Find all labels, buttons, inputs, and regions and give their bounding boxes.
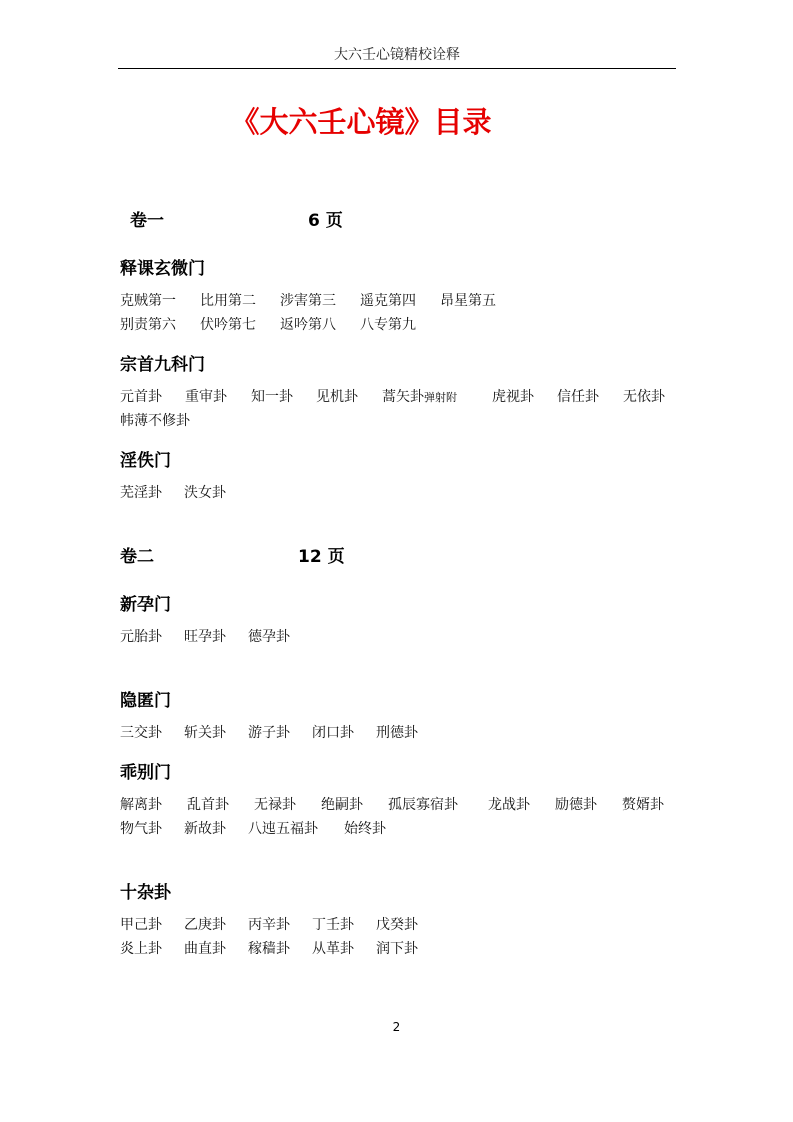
entry-item: 乱首卦 [187,797,229,813]
entry-item: 励德卦 [555,797,597,813]
entry-item: 元胎卦 [120,629,162,645]
entry-item: 曲直卦 [184,941,226,957]
entry-item-main: 蒿矢卦 [382,389,424,405]
entry-item: 三交卦 [120,725,162,741]
entry-item: 刑德卦 [376,725,418,741]
entry-line-yinni-1 [120,722,680,742]
entry-line-zongshou-2 [120,410,680,430]
section-title-guaibie: 乖别门 [120,763,171,783]
entry-item: 比用第二 [200,293,256,309]
entry-line-shiza-2 [120,938,680,958]
entry-item: 物气卦 [120,821,162,837]
entry-item: 重审卦 [185,389,227,405]
page-number: 2 [392,1020,401,1034]
entry-item: 稼穑卦 [248,941,290,957]
entry-item: 绝嗣卦 [321,797,363,813]
volume-2-name: 卷二 [120,547,154,567]
entry-item: 龙战卦 [488,797,530,813]
entry-item: 无依卦 [623,389,665,405]
entry-item: 闭口卦 [312,725,354,741]
entry-item: 甲己卦 [120,917,162,933]
entry-line-guaibie-2 [120,818,680,838]
section-title-yinyi: 淫佚门 [120,451,171,471]
entry-item: 润下卦 [376,941,418,957]
entry-item: 信任卦 [557,389,599,405]
entry-item: 知一卦 [251,389,293,405]
section-title-yinni: 隐匿门 [120,691,171,711]
entry-item: 芜淫卦 [120,485,162,501]
entry-line-shiza-1 [120,914,680,934]
entry-item: 昂星第五 [440,293,496,309]
entry-item: 戊癸卦 [376,917,418,933]
entry-item: 八专第九 [360,317,416,333]
entry-item: 克贼第一 [120,293,176,309]
entry-line-shike-1 [120,290,680,310]
entry-item: 乙庚卦 [184,917,226,933]
entry-item: 涉害第三 [280,293,336,309]
entry-item: 返吟第八 [280,317,336,333]
entry-item: 丙辛卦 [248,917,290,933]
entry-item-note: 弹射附 [424,391,457,404]
entry-item: 从革卦 [312,941,354,957]
running-header: 大六壬心镜精校诠释 [334,47,460,63]
entry-line-zongshou-1 [120,386,680,406]
header-rule [118,68,676,69]
entry-item: 见机卦 [316,389,358,405]
entry-item: 旺孕卦 [184,629,226,645]
entry-line-shike-2 [120,314,680,334]
entry-line-guaibie-1 [120,794,680,814]
entry-item: 德孕卦 [248,629,290,645]
entry-item: 八迍五福卦 [248,821,318,837]
entry-item: 始终卦 [344,821,386,837]
entry-item: 遥克第四 [360,293,416,309]
volume-2-page: 12 页 [298,547,345,567]
entry-line-xinyun-1 [120,626,680,646]
entry-item: 泆女卦 [184,485,226,501]
entry-item: 解离卦 [120,797,162,813]
entry-item: 赘婿卦 [622,797,664,813]
entry-item: 新故卦 [184,821,226,837]
entry-item: 伏吟第七 [200,317,256,333]
section-title-shike: 释课玄微门 [120,259,205,279]
entry-item: 帏薄不修卦 [120,413,190,429]
entry-item: 别责第六 [120,317,176,333]
entry-item-with-note [382,386,492,406]
volume-1-name: 卷一 [130,211,164,231]
entry-item: 元首卦 [120,389,162,405]
entry-item: 游子卦 [248,725,290,741]
entry-line-yinyi-1 [120,482,680,502]
entry-item: 斩关卦 [184,725,226,741]
section-title-zongshou: 宗首九科门 [120,355,205,375]
entry-item: 孤辰寡宿卦 [388,797,458,813]
section-title-xinyun: 新孕门 [120,595,171,615]
entry-item: 丁壬卦 [312,917,354,933]
volume-1-page: 6 页 [308,211,343,231]
page-title: 《大六壬心镜》目录 [230,105,492,139]
entry-item: 无禄卦 [254,797,296,813]
entry-item: 虎视卦 [492,389,534,405]
entry-item: 炎上卦 [120,941,162,957]
section-title-shiza: 十杂卦 [120,883,171,903]
